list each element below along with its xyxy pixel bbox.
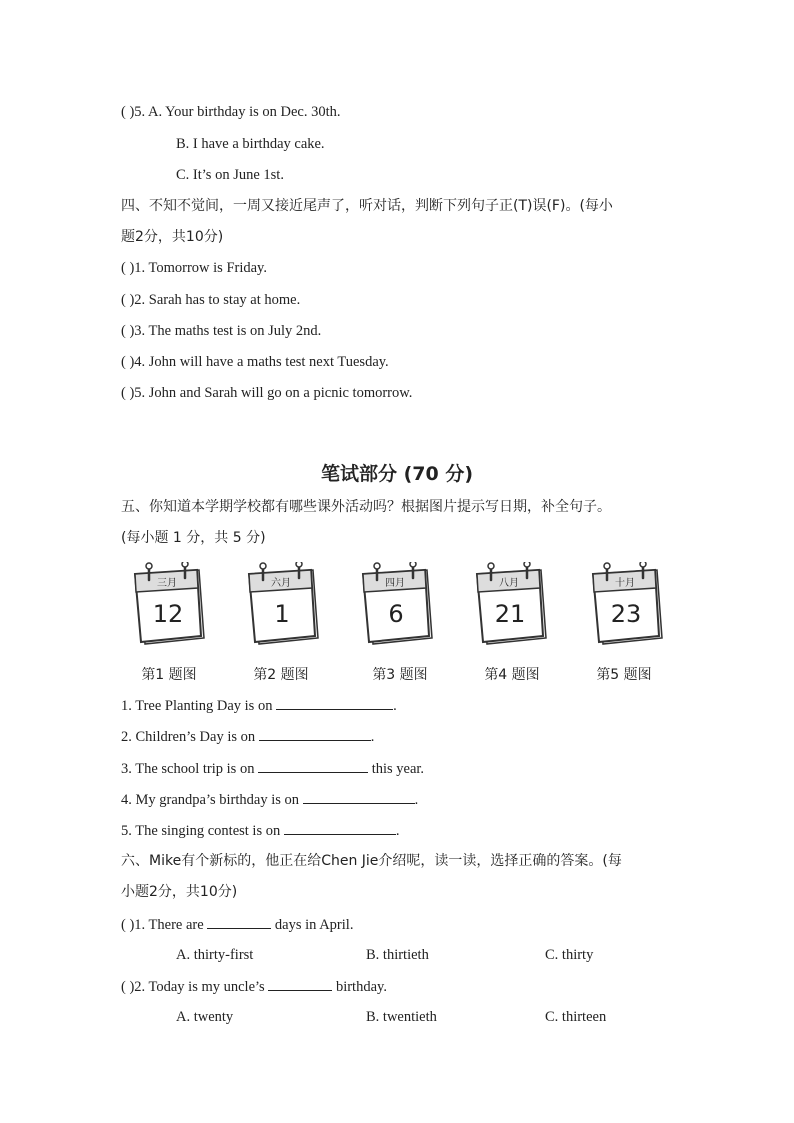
calendar-caption: 第4 题图	[484, 667, 540, 683]
calendar-icon	[131, 562, 207, 650]
section-4-item-2: ( )2. Sarah has to stay at home.	[121, 292, 301, 308]
calendar-caption: 第2 题图	[253, 667, 309, 683]
calendar-icon	[473, 562, 549, 650]
sentence-text: 1. Tree Planting Day is on	[121, 698, 277, 714]
q1-option-b: B. thirtieth	[366, 947, 429, 963]
sentence-text: 3. The school trip is on	[121, 761, 259, 777]
calendar-day: 12	[152, 600, 184, 628]
answer-blank[interactable]	[259, 726, 371, 741]
q1-option-a: A. thirty-first	[176, 947, 254, 963]
calendar-caption: 第5 题图	[596, 667, 652, 683]
calendar-icon	[245, 562, 321, 650]
calendar-month: 四月	[385, 578, 405, 589]
calendar-month: 三月	[157, 578, 177, 589]
answer-blank[interactable]	[258, 758, 368, 773]
sentence-text: 4. My grandpa’s birthday is on	[121, 792, 303, 808]
section-6-title-line1: 六、Mike有个新标的，他正在给Chen Jie介绍呢，读一读，选择正确的答案。(每	[121, 853, 622, 869]
calendar-month: 八月	[499, 578, 519, 589]
calendar-month: 十月	[615, 578, 635, 589]
calendar-caption: 第1 题图	[141, 667, 197, 683]
question-text: days in April.	[271, 917, 354, 933]
q2-option-c: C. thirteen	[545, 1009, 607, 1025]
section-4-item-1: ( )1. Tomorrow is Friday.	[121, 260, 267, 276]
section-4-item-5: ( )5. John and Sarah will go on a picnic tomorrow.	[121, 385, 413, 401]
q2-option-a: A. twenty	[176, 1009, 234, 1025]
answer-blank[interactable]	[268, 976, 332, 991]
sentence-period: .	[370, 729, 375, 745]
q3-5-stem: ( )5. A. Your birthday is on Dec. 30th.	[121, 104, 341, 120]
section-6-title-line2: 小题2分，共10分)	[121, 884, 238, 900]
fill-sentence-2	[121, 726, 374, 747]
calendar-day: 1	[274, 600, 290, 628]
q3-5-option-b: B. I have a birthday cake.	[176, 136, 325, 152]
section-5-title-line1: 五、你知道本学期学校都有哪些课外活动吗？根据图片提示写日期，补全句子。	[121, 499, 611, 515]
section-6-question-2	[121, 976, 387, 997]
calendar-icon	[359, 562, 435, 650]
section-4-item-4: ( )4. John will have a maths test next Tuesday.	[121, 354, 389, 370]
section-4-title-line2: 题2分，共10分)	[121, 229, 224, 245]
sentence-period: .	[414, 792, 419, 808]
fill-sentence-4	[121, 789, 418, 810]
written-part-title: 笔试部分 (70 分)	[320, 463, 474, 485]
sentence-text: 2. Children’s Day is on	[121, 729, 259, 745]
fill-sentence-3	[121, 758, 424, 779]
calendar-caption: 第3 题图	[372, 667, 428, 683]
section-4-item-3: ( )3. The maths test is on July 2nd.	[121, 323, 322, 339]
sentence-period: .	[393, 698, 397, 714]
q1-option-c: C. thirty	[545, 947, 594, 963]
section-4-title-line1: 四、不知不觉间，一周又接近尾声了，听对话，判断下列句子正(T)误(F)。(每小	[121, 198, 613, 214]
fill-sentence-1	[121, 695, 397, 716]
question-text: ( )1. There are	[121, 917, 208, 933]
sentence-text: 5. The singing contest is on	[121, 823, 284, 839]
q2-option-b: B. twentieth	[366, 1009, 437, 1025]
question-text: ( )2. Today is my uncle’s	[121, 979, 269, 995]
answer-blank[interactable]	[276, 695, 393, 710]
calendar-day: 23	[610, 600, 642, 628]
calendar-day: 6	[388, 600, 404, 628]
answer-blank[interactable]	[303, 789, 415, 804]
q3-5-option-c: C. It’s on June 1st.	[176, 167, 284, 183]
section-6-question-1	[121, 914, 353, 935]
sentence-period: .	[395, 823, 400, 839]
answer-blank[interactable]	[284, 820, 396, 835]
section-5-title-line2: (每小题 1 分，共 5 分)	[121, 530, 266, 546]
calendar-day: 21	[494, 600, 526, 628]
calendar-icon	[589, 562, 665, 650]
sentence-text: this year.	[368, 761, 425, 777]
answer-blank[interactable]	[207, 914, 271, 929]
question-text: birthday.	[332, 979, 387, 995]
fill-sentence-5	[121, 820, 399, 841]
calendar-month: 六月	[271, 578, 291, 589]
